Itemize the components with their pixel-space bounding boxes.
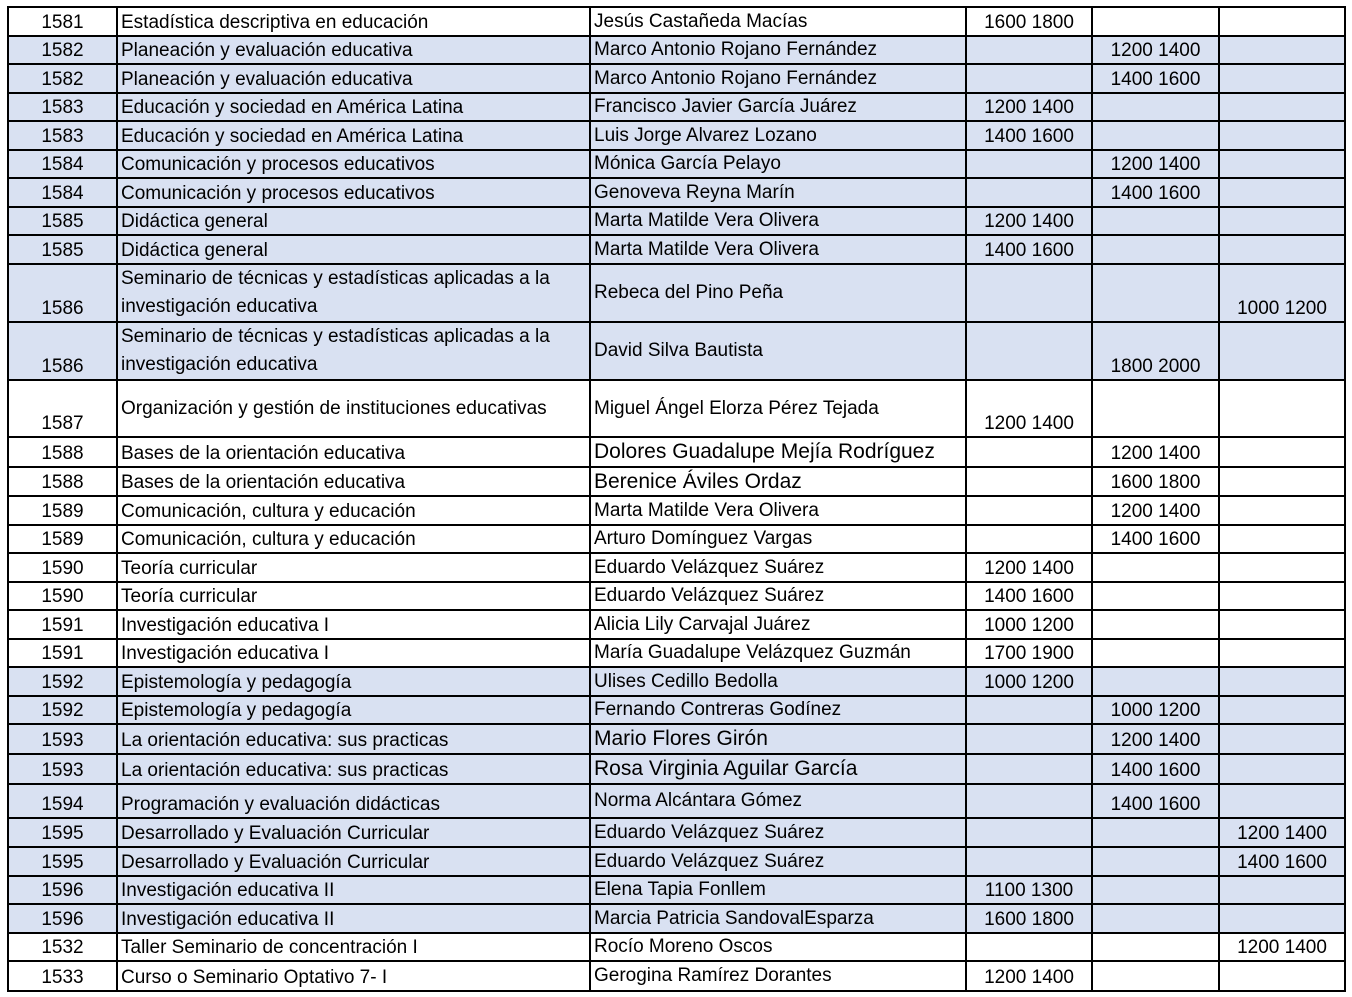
schedule-cell-2: 1200 1400: [1092, 150, 1219, 178]
course-code-cell: 1581: [8, 7, 117, 36]
schedule-cell-3: [1219, 553, 1345, 582]
schedule-cell-1: 1400 1600: [966, 235, 1092, 264]
schedule-cell-2: 1200 1400: [1092, 36, 1219, 64]
professor-cell: Genoveva Reyna Marín: [590, 178, 966, 207]
table-row: [8, 754, 1345, 784]
schedule-cell-3: [1219, 235, 1345, 264]
subject-cell: La orientación educativa: sus practicas: [117, 724, 590, 754]
professor-cell: Marcia Patricia SandovalEsparza: [590, 904, 966, 933]
course-code-cell: 1594: [8, 784, 117, 818]
schedule-cell-1: 1200 1400: [966, 380, 1092, 437]
course-code-cell: 1596: [8, 876, 117, 904]
schedule-cell-3: [1219, 7, 1345, 36]
course-code-cell: 1589: [8, 496, 117, 525]
course-code-cell: 1532: [8, 933, 117, 961]
course-code-cell: 1588: [8, 467, 117, 496]
schedule-cell-3: [1219, 178, 1345, 207]
schedule-cell-1: [966, 847, 1092, 876]
course-code-cell: 1583: [8, 121, 117, 150]
schedule-cell-2: [1092, 610, 1219, 639]
subject-cell: Investigación educativa I: [117, 610, 590, 639]
table-row: [8, 933, 1345, 961]
table-row: [8, 582, 1345, 610]
table-row: [8, 847, 1345, 876]
schedule-cell-2: [1092, 933, 1219, 961]
schedule-cell-2: [1092, 904, 1219, 933]
schedule-cell-1: [966, 818, 1092, 847]
schedule-cell-1: [966, 437, 1092, 467]
table-row: [8, 525, 1345, 553]
schedule-cell-1: 1000 1200: [966, 610, 1092, 639]
table-row: [8, 64, 1345, 93]
professor-cell: Miguel Ángel Elorza Pérez Tejada: [590, 380, 966, 437]
course-code-cell: 1592: [8, 696, 117, 724]
table-row: [8, 696, 1345, 724]
schedule-cell-2: 1400 1600: [1092, 178, 1219, 207]
professor-cell: David Silva Bautista: [590, 322, 966, 380]
subject-cell: Educación y sociedad en América Latina: [117, 121, 590, 150]
table-row: [8, 437, 1345, 467]
schedule-cell-1: [966, 496, 1092, 525]
table-row: [8, 784, 1345, 818]
professor-cell: Marco Antonio Rojano Fernández: [590, 64, 966, 93]
schedule-cell-3: [1219, 961, 1345, 991]
schedule-cell-2: [1092, 553, 1219, 582]
table-row: [8, 496, 1345, 525]
professor-cell: Marco Antonio Rojano Fernández: [590, 36, 966, 64]
schedule-cell-3: [1219, 639, 1345, 667]
course-code-cell: 1586: [8, 264, 117, 322]
table-row: [8, 639, 1345, 667]
schedule-table: [7, 6, 1346, 992]
subject-cell: Planeación y evaluación educativa: [117, 36, 590, 64]
course-code-cell: 1582: [8, 64, 117, 93]
schedule-cell-2: [1092, 667, 1219, 696]
schedule-cell-3: [1219, 525, 1345, 553]
schedule-cell-1: 1400 1600: [966, 121, 1092, 150]
schedule-cell-1: [966, 264, 1092, 322]
course-code-cell: 1591: [8, 610, 117, 639]
table-row: [8, 121, 1345, 150]
subject-cell: Investigación educativa II: [117, 904, 590, 933]
schedule-cell-2: 1800 2000: [1092, 322, 1219, 380]
course-code-cell: 1586: [8, 322, 117, 380]
subject-cell: Didáctica general: [117, 207, 590, 235]
schedule-cell-3: [1219, 667, 1345, 696]
subject-cell: Epistemología y pedagogía: [117, 667, 590, 696]
schedule-cell-1: [966, 322, 1092, 380]
schedule-cell-3: [1219, 467, 1345, 496]
schedule-cell-1: [966, 724, 1092, 754]
subject-cell: Epistemología y pedagogía: [117, 696, 590, 724]
course-code-cell: 1595: [8, 818, 117, 847]
schedule-cell-1: 1700 1900: [966, 639, 1092, 667]
subject-cell: Organización y gestión de instituciones educativas: [117, 380, 590, 437]
schedule-cell-1: [966, 696, 1092, 724]
professor-cell: Ulises Cedillo Bedolla: [590, 667, 966, 696]
table-row: [8, 553, 1345, 582]
schedule-cell-2: [1092, 264, 1219, 322]
subject-cell: Comunicación y procesos educativos: [117, 150, 590, 178]
schedule-cell-1: [966, 933, 1092, 961]
subject-cell: Teoría curricular: [117, 582, 590, 610]
schedule-cell-3: [1219, 380, 1345, 437]
schedule-cell-1: 1200 1400: [966, 93, 1092, 121]
schedule-cell-2: [1092, 818, 1219, 847]
professor-cell: Mónica García Pelayo: [590, 150, 966, 178]
table-row: [8, 235, 1345, 264]
professor-cell: Eduardo Velázquez Suárez: [590, 553, 966, 582]
professor-cell: Rocío Moreno Oscos: [590, 933, 966, 961]
subject-cell: Planeación y evaluación educativa: [117, 64, 590, 93]
professor-cell: Elena Tapia Fonllem: [590, 876, 966, 904]
schedule-cell-2: [1092, 847, 1219, 876]
schedule-cell-1: 1200 1400: [966, 207, 1092, 235]
professor-cell: Luis Jorge Alvarez Lozano: [590, 121, 966, 150]
subject-cell: Taller Seminario de concentración I: [117, 933, 590, 961]
schedule-cell-1: [966, 64, 1092, 93]
subject-cell: Investigación educativa I: [117, 639, 590, 667]
schedule-cell-3: [1219, 93, 1345, 121]
schedule-cell-2: [1092, 639, 1219, 667]
subject-cell: Comunicación y procesos educativos: [117, 178, 590, 207]
professor-cell: Marta Matilde Vera Olivera: [590, 235, 966, 264]
schedule-cell-3: [1219, 696, 1345, 724]
schedule-cell-2: [1092, 380, 1219, 437]
schedule-cell-3: 1200 1400: [1219, 933, 1345, 961]
table-row: [8, 667, 1345, 696]
course-code-cell: 1584: [8, 178, 117, 207]
course-code-cell: 1590: [8, 553, 117, 582]
schedule-cell-2: 1400 1600: [1092, 784, 1219, 818]
schedule-cell-2: [1092, 961, 1219, 991]
schedule-cell-1: [966, 178, 1092, 207]
professor-cell: Rosa Virginia Aguilar García: [590, 754, 966, 784]
schedule-cell-1: 1600 1800: [966, 7, 1092, 36]
course-code-cell: 1584: [8, 150, 117, 178]
course-code-cell: 1587: [8, 380, 117, 437]
schedule-cell-3: [1219, 496, 1345, 525]
table-row: [8, 7, 1345, 36]
table-row: [8, 961, 1345, 991]
schedule-table-body: [8, 7, 1345, 991]
schedule-cell-2: 1200 1400: [1092, 496, 1219, 525]
subject-cell: Desarrollado y Evaluación Curricular: [117, 847, 590, 876]
table-row: [8, 380, 1345, 437]
schedule-cell-3: [1219, 64, 1345, 93]
subject-cell: La orientación educativa: sus practicas: [117, 754, 590, 784]
professor-cell: María Guadalupe Velázquez Guzmán: [590, 639, 966, 667]
schedule-cell-1: 1600 1800: [966, 904, 1092, 933]
course-code-cell: 1533: [8, 961, 117, 991]
subject-cell: Curso o Seminario Optativo 7- I: [117, 961, 590, 991]
subject-cell: Bases de la orientación educativa: [117, 437, 590, 467]
subject-cell: Estadística descriptiva en educación: [117, 7, 590, 36]
schedule-cell-1: [966, 784, 1092, 818]
schedule-cell-3: [1219, 876, 1345, 904]
schedule-cell-2: 1200 1400: [1092, 437, 1219, 467]
course-code-cell: 1582: [8, 36, 117, 64]
course-code-cell: 1596: [8, 904, 117, 933]
table-row: [8, 178, 1345, 207]
subject-cell: Teoría curricular: [117, 553, 590, 582]
schedule-cell-3: [1219, 904, 1345, 933]
schedule-cell-3: [1219, 724, 1345, 754]
schedule-cell-1: [966, 150, 1092, 178]
course-code-cell: 1592: [8, 667, 117, 696]
schedule-cell-3: [1219, 610, 1345, 639]
table-row: [8, 610, 1345, 639]
schedule-cell-2: [1092, 121, 1219, 150]
schedule-cell-3: [1219, 36, 1345, 64]
professor-cell: Rebeca del Pino Peña: [590, 264, 966, 322]
professor-cell: Jesús Castañeda Macías: [590, 7, 966, 36]
professor-cell: Eduardo Velázquez Suárez: [590, 582, 966, 610]
schedule-cell-3: 1200 1400: [1219, 818, 1345, 847]
schedule-cell-2: [1092, 582, 1219, 610]
schedule-cell-3: [1219, 150, 1345, 178]
schedule-cell-3: [1219, 582, 1345, 610]
schedule-cell-1: 1200 1400: [966, 553, 1092, 582]
schedule-cell-2: [1092, 93, 1219, 121]
table-row: [8, 724, 1345, 754]
table-row: [8, 93, 1345, 121]
table-row: [8, 904, 1345, 933]
schedule-cell-2: 1400 1600: [1092, 754, 1219, 784]
professor-cell: Berenice Áviles Ordaz: [590, 467, 966, 496]
table-row: [8, 36, 1345, 64]
subject-cell: Desarrollado y Evaluación Curricular: [117, 818, 590, 847]
subject-cell: Bases de la orientación educativa: [117, 467, 590, 496]
schedule-cell-2: 1400 1600: [1092, 525, 1219, 553]
schedule-cell-3: 1400 1600: [1219, 847, 1345, 876]
professor-cell: Norma Alcántara Gómez: [590, 784, 966, 818]
table-row: [8, 876, 1345, 904]
schedule-cell-2: [1092, 207, 1219, 235]
schedule-cell-1: [966, 525, 1092, 553]
subject-cell: Educación y sociedad en América Latina: [117, 93, 590, 121]
professor-cell: Fernando Contreras Godínez: [590, 696, 966, 724]
course-code-cell: 1590: [8, 582, 117, 610]
subject-cell: Seminario de técnicas y estadísticas aplicadas a la investigación educativa: [117, 264, 590, 322]
schedule-cell-3: [1219, 437, 1345, 467]
table-row: [8, 818, 1345, 847]
schedule-cell-3: [1219, 754, 1345, 784]
professor-cell: Arturo Domínguez Vargas: [590, 525, 966, 553]
schedule-cell-2: [1092, 7, 1219, 36]
schedule-cell-1: 1100 1300: [966, 876, 1092, 904]
subject-cell: Investigación educativa II: [117, 876, 590, 904]
schedule-cell-1: 1200 1400: [966, 961, 1092, 991]
professor-cell: Eduardo Velázquez Suárez: [590, 818, 966, 847]
course-code-cell: 1588: [8, 437, 117, 467]
schedule-cell-2: 1600 1800: [1092, 467, 1219, 496]
course-code-cell: 1585: [8, 207, 117, 235]
professor-cell: Marta Matilde Vera Olivera: [590, 496, 966, 525]
professor-cell: Mario Flores Girón: [590, 724, 966, 754]
schedule-cell-3: 1000 1200: [1219, 264, 1345, 322]
table-row: [8, 322, 1345, 380]
schedule-cell-1: 1400 1600: [966, 582, 1092, 610]
table-row: [8, 150, 1345, 178]
professor-cell: Francisco Javier García Juárez: [590, 93, 966, 121]
schedule-cell-2: 1400 1600: [1092, 64, 1219, 93]
schedule-cell-3: [1219, 322, 1345, 380]
professor-cell: Gerogina Ramírez Dorantes: [590, 961, 966, 991]
schedule-cell-2: 1000 1200: [1092, 696, 1219, 724]
course-code-cell: 1589: [8, 525, 117, 553]
schedule-cell-1: 1000 1200: [966, 667, 1092, 696]
subject-cell: Programación y evaluación didácticas: [117, 784, 590, 818]
course-code-cell: 1585: [8, 235, 117, 264]
schedule-cell-2: 1200 1400: [1092, 724, 1219, 754]
course-code-cell: 1593: [8, 754, 117, 784]
schedule-cell-3: [1219, 121, 1345, 150]
subject-cell: Seminario de técnicas y estadísticas aplicadas a la investigación educativa: [117, 322, 590, 380]
course-code-cell: 1595: [8, 847, 117, 876]
schedule-cell-3: [1219, 784, 1345, 818]
course-code-cell: 1593: [8, 724, 117, 754]
schedule-cell-3: [1219, 207, 1345, 235]
professor-cell: Alicia Lily Carvajal Juárez: [590, 610, 966, 639]
professor-cell: Marta Matilde Vera Olivera: [590, 207, 966, 235]
professor-cell: Dolores Guadalupe Mejía Rodríguez: [590, 437, 966, 467]
table-row: [8, 467, 1345, 496]
schedule-cell-2: [1092, 876, 1219, 904]
schedule-cell-1: [966, 36, 1092, 64]
subject-cell: Comunicación, cultura y educación: [117, 496, 590, 525]
table-row: [8, 207, 1345, 235]
subject-cell: Didáctica general: [117, 235, 590, 264]
table-row: [8, 264, 1345, 322]
schedule-cell-1: [966, 754, 1092, 784]
course-code-cell: 1591: [8, 639, 117, 667]
schedule-cell-2: [1092, 235, 1219, 264]
subject-cell: Comunicación, cultura y educación: [117, 525, 590, 553]
course-code-cell: 1583: [8, 93, 117, 121]
professor-cell: Eduardo Velázquez Suárez: [590, 847, 966, 876]
schedule-cell-1: [966, 467, 1092, 496]
